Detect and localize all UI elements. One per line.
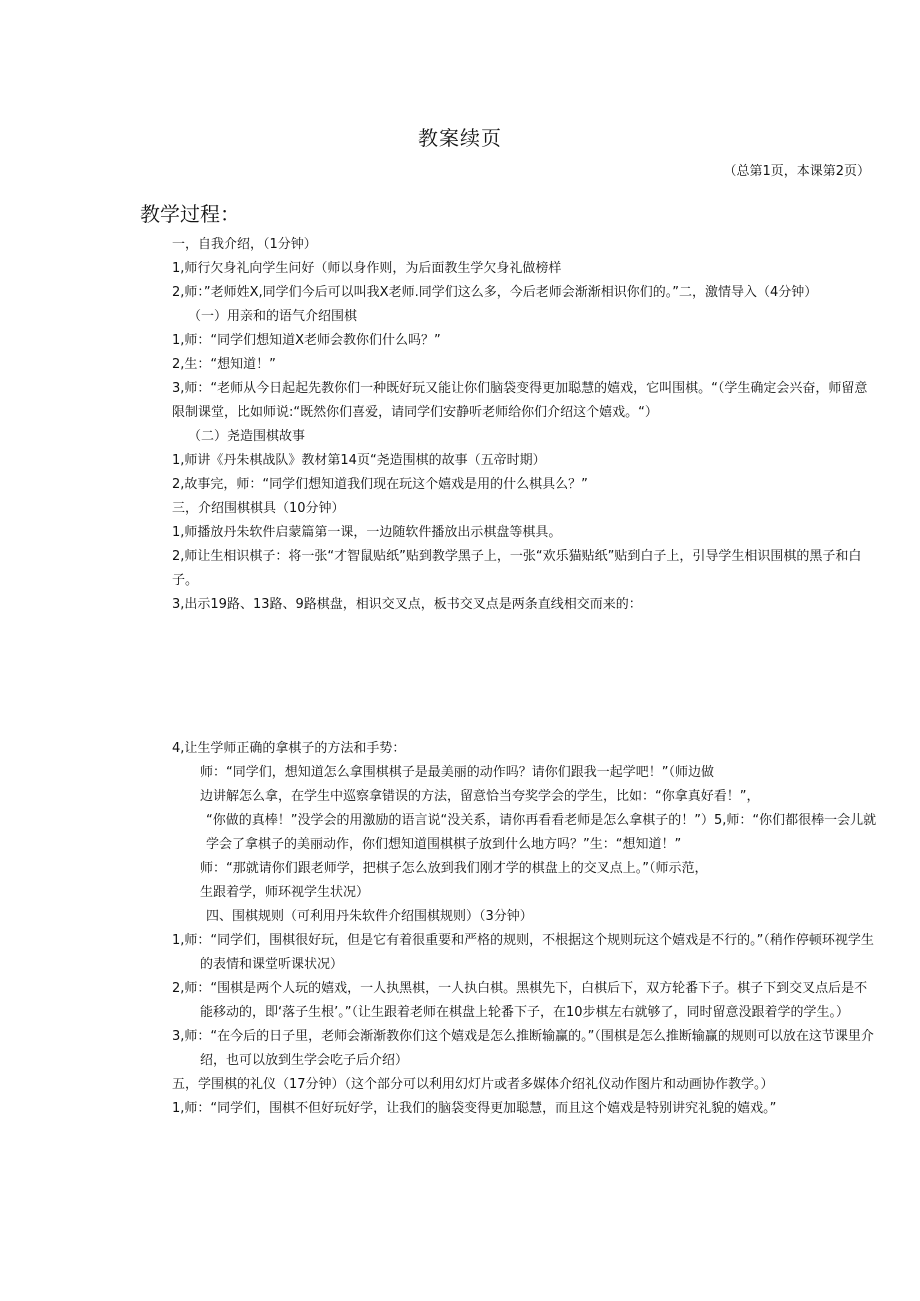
text-line: 师：“那就请你们跟老师学，把棋子怎么放到我们刚才学的棋盘上的交叉点上。”（师示范， [200,861,708,876]
text-line: 3,师：“老师从今日起起先教你们一种既好玩又能让你们脑袋变得更加聪慧的嬉戏，它叫围棋。“（学生确定会兴奋，师留意限制课堂，比如师说:“既然你们喜爱，请同学们安静听老师给你们介绍这个嬉戏。“） [172,381,868,420]
text-line: （一）用亲和的语气介绍围棋 [188,309,358,324]
lesson-body [172,233,880,1121]
blank-space [172,617,880,737]
text-line: 1,师：“同学们，围棋不但好玩好学，让我们的脑袋变得更加聪慧，而且这个嬉戏是特别讲究礼貌的嬉戏。” [172,1101,777,1116]
page-info: （总第1页，本课第2页） [723,164,870,179]
text-line: 边讲解怎么拿，在学生中巡察拿错误的方法，留意恰当夸奖学会的学生，比如：“你拿真好看！”， [200,789,760,804]
text-line: 2,师：“围棋是两个人玩的嬉戏，一人执黑棋，一人执白棋。黑棋先下，白棋后下，双方轮番下子。棋子下到交叉点后是不能移动的，即‘落子生根’。”（让生跟着老师在棋盘上轮番下子，在10步棋左右就够了，同时留意没跟着学的学生。） [172,981,868,1020]
text-line: （二）尧造围棋故事 [188,429,306,444]
text-line: 1,师讲《丹朱棋战队》教材第14页“尧造围棋的故事（五帝时期） [172,453,546,468]
text-line: 五，学围棋的礼仪（17分钟）（这个部分可以利用幻灯片或者多媒体介绍礼仪动作图片和动画协作教学。） [172,1077,774,1092]
text-line: 师：“同学们，想知道怎么拿围棋棋子是最美丽的动作吗？请你们跟我一起学吧！”（师边做 [200,765,714,780]
text-line: 4,让生学师正确的拿棋子的方法和手势： [172,741,406,756]
text-line: 2,生：“想知道！” [172,357,276,372]
text-line: 2,师让生相识棋子：将一张“才智鼠贴纸”贴到教学黑子上，一张“欢乐猫贴纸”贴到白子上，引导学生相识围棋的黑子和白子。 [172,549,862,588]
page-title: 教案续页 [418,126,502,150]
text-line: 三，介绍围棋棋具（10分钟） [172,501,345,516]
text-line: “你做的真棒！”没学会的用激励的语言说“没关系，请你再看看老师是怎么拿棋子的！”）5,师：“你们都很棒一会儿就学会了拿棋子的美丽动作，你们想知道围棋棋子放到什么地方吗？”生：“想知道！” [206,813,877,852]
text-line: 1,师：“同学们想知道X老师会教你们什么吗？” [172,333,441,348]
text-line: 3,师：“在今后的日子里，老师会渐渐教你们这个嬉戏是怎么推断输赢的。”（围棋是怎么推断输赢的规则可以放在这节课里介绍，也可以放到生学会吃子后介绍） [172,1029,874,1068]
text-line: 2,故事完，师：“同学们想知道我们现在玩这个嬉戏是用的什么棋具么？” [172,477,588,492]
text-line: 一，自我介绍，（1分钟） [172,237,317,252]
text-line: 3,出示19路、13路、9路棋盘，相识交叉点，板书交叉点是两条直线相交而来的： [172,597,642,612]
section-heading: 教学过程： [140,202,240,226]
text-line: 1,师行欠身礼向学生问好（师以身作则，为后面教生学欠身礼做榜样 [172,261,562,276]
text-line: 2,师：”老师姓X,同学们今后可以叫我X老师.同学们这么多，今后老师会渐渐相识你们的。”二，激情导入（4分钟） [172,285,818,300]
text-line: 1,师：“同学们，围棋很好玩，但是它有着很重要和严格的规则，不根据这个规则玩这个嬉戏是不行的。”（稍作停顿环视学生的表情和课堂听课状况） [172,933,874,972]
text-line: 生跟着学，师环视学生状况） [200,885,370,900]
text-line: 四、围棋规则（可利用丹朱软件介绍围棋规则）（3分钟） [206,909,533,924]
text-line: 1,师播放丹朱软件启蒙篇第一课，一边随软件播放出示棋盘等棋具。 [172,525,562,540]
